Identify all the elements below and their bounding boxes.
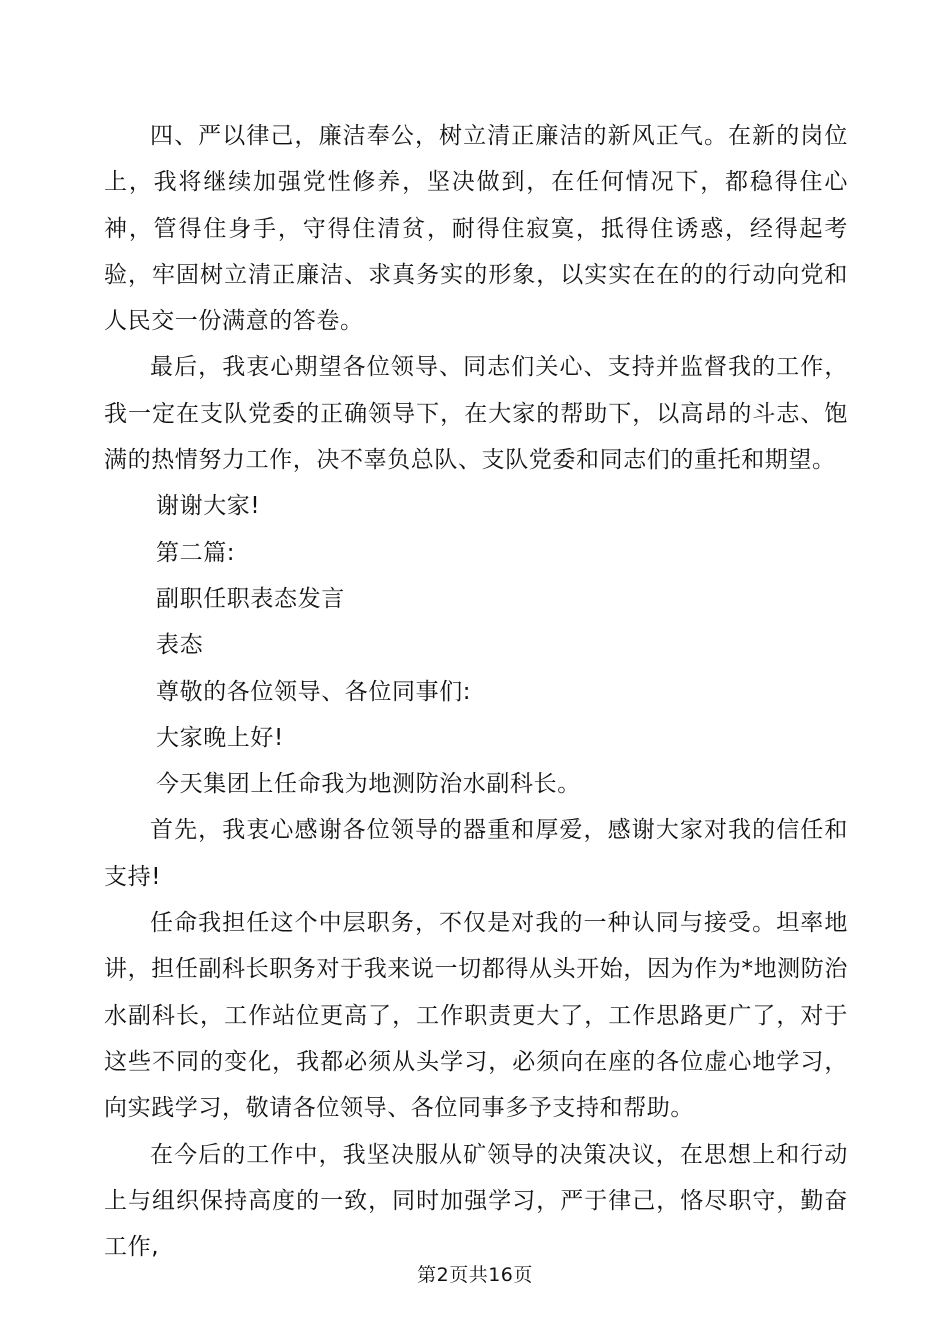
paragraph-closing-wish: 最后，我衷心期望各位领导、同志们关心、支持并监督我的工作，我一定在支队党委的正确领导下，在大家的帮助下，以高昂的斗志、饱满的热情努力工作，决不辜负总队、支队党委和同志们的重托和期望。 xyxy=(104,354,848,474)
speech-title: 副职任职表态发言 xyxy=(156,585,345,612)
salutation: 尊敬的各位领导、各位同事们: xyxy=(156,678,472,705)
document-body xyxy=(104,113,848,1270)
paragraph-gratitude: 首先，我衷心感谢各位领导的器重和厚爱，感谢大家对我的信任和支持! xyxy=(104,817,848,890)
paragraph-thanks: 谢谢大家! xyxy=(156,493,261,520)
section-heading: 第二篇: xyxy=(156,539,236,566)
paragraph-appointment: 今天集团上任命我为地测防治水副科长。 xyxy=(156,771,581,798)
paragraph-new-role: 任命我担任这个中层职务，不仅是对我的一种认同与接受。坦率地讲，担任副科长职务对于我来说一切都得从头开始，因为作为*地测防治水副科长，工作站位更高了，工作职责更大了，工作思路更广了，对于这些不同的变化，我都必须从头学习，必须向在座的各位虚心地学习，向实践学习，敬请各位领导、各位同事多予支持和帮助。 xyxy=(104,910,848,1122)
speech-subtitle: 表态 xyxy=(156,632,204,659)
page-number-footer: 第2页共16页 xyxy=(417,1264,533,1286)
paragraph-integrity: 四、严以律己，廉洁奉公，树立清正廉洁的新风正气。在新的岗位上，我将继续加强党性修养，坚决做到，在任何情况下，都稳得住心神，管得住身手，守得住清贫，耐得住寂寞，抵得住诱惑，经得起考验，牢固树立清正廉洁、求真务实的形象，以实实在在的的行动向党和人民交一份满意的答卷。 xyxy=(104,123,848,335)
greeting: 大家晚上好! xyxy=(156,724,284,751)
paragraph-future-work: 在今后的工作中，我坚决服从矿领导的决策决议，在思想上和行动上与组织保持高度的一致，同时加强学习，严于律己，恪尽职守，勤奋工作, xyxy=(104,1141,848,1261)
